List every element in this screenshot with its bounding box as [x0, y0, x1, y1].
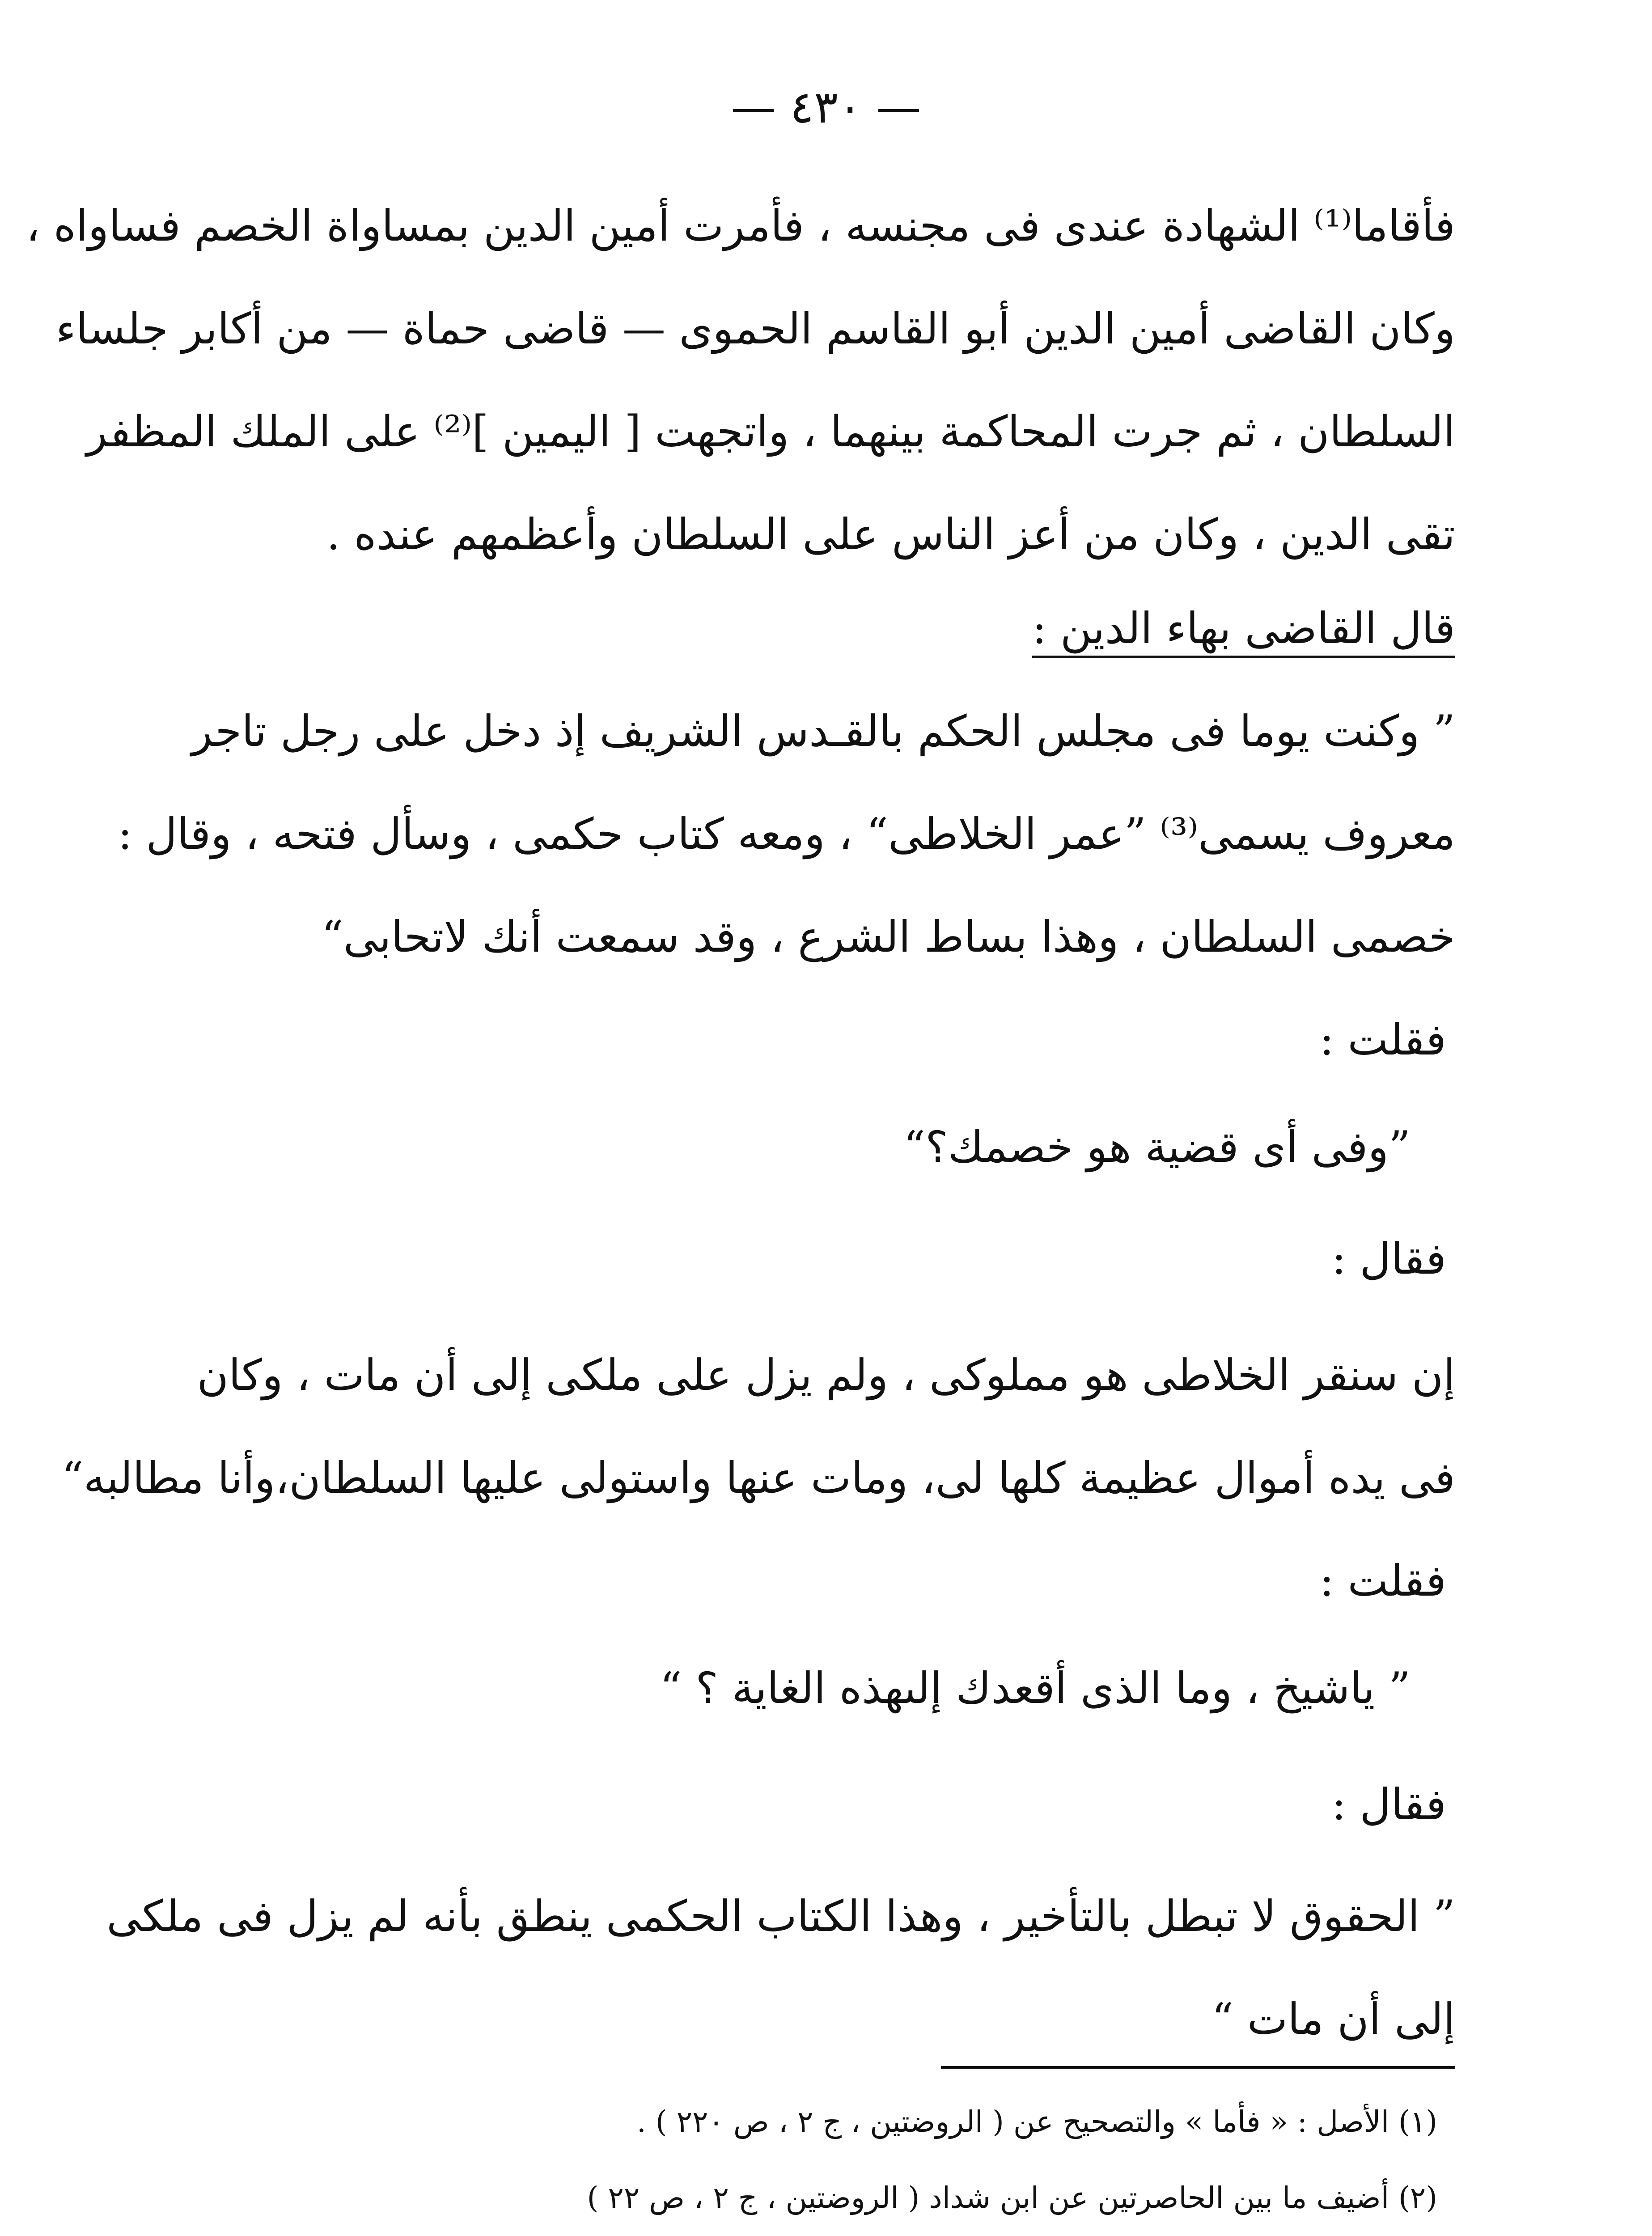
- speaker-line: [239, 1207, 1455, 1310]
- speaker-label: فقال :: [1331, 1234, 1446, 1284]
- text-line: إلى أن مات “: [1211, 1994, 1455, 2044]
- paragraph-2: [118, 680, 1455, 988]
- text-line: إن سنقر الخلاطى هو مملوكى ، ولم يزل على ملكى إلى أن مات ، وكان: [197, 1350, 1455, 1400]
- paragraph-1: [26, 174, 1455, 586]
- paragraph-3: [61, 1324, 1455, 1529]
- speaker-label: فقلت :: [1319, 1015, 1446, 1065]
- text-line: وكان القاضى أمين الدين أبو القاسم الحموى — قاضى حماة — من أكابر جلساء: [55, 304, 1455, 354]
- section-heading: قال القاضى بهاء الدين :: [1032, 603, 1455, 653]
- speaker-label: فقلت :: [1319, 1556, 1446, 1606]
- speaker-line: [239, 1529, 1455, 1632]
- paragraph-4: [106, 1865, 1455, 2071]
- footnote: (١) الأصل : « فأما » والتصحيح عن ( الروضتين ، ج ٢ ، ص ٢٢٠ ) .: [636, 2105, 1437, 2139]
- text-line: فأقاما⁽¹⁾ الشهادة عندى فى مجنسه ، فأمرت أمين الدين بمساواة الخصم فساواه ،: [26, 201, 1455, 251]
- text-line: السلطان ، ثم جرت المحاكمة بينهما ، واتجهت [ اليمين ]⁽²⁾ على الملك المظفر: [86, 407, 1455, 457]
- footnote-divider: [941, 2066, 1455, 2069]
- speaker-line: [239, 988, 1455, 1091]
- text-line: ” الحقوق لا تبطل بالتأخير ، وهذا الكتاب الحكمى ينطق بأنه لم يزل فى ملكى: [106, 1891, 1455, 1941]
- text-line: فى يده أموال عظيمة كلها لى، ومات عنها واستولى عليها السلطان،وأنا مطالبه“: [61, 1453, 1455, 1503]
- text-line: خصمى السلطان ، وهذا بساط الشرع ، وقد سمعت أنك لاتحابى“: [321, 912, 1455, 962]
- speaker-label: فقال :: [1331, 1779, 1446, 1829]
- footnote: (٢) أضيف ما بين الحاصرتين عن ابن شداد ( الروضتين ، ج ٢ ، ص ٢٢ ): [587, 2181, 1437, 2215]
- quote-block: [239, 1096, 1455, 1198]
- page-number: — ٤٣٠ —: [731, 81, 921, 133]
- text-line: ” وكنت يوما فى مجلس الحكم بالقـدس الشريف إذ دخل على رجل تاجر: [191, 706, 1455, 756]
- section-heading-block: [239, 577, 1455, 680]
- quote-block: [239, 1637, 1455, 1740]
- text-line: تقى الدين ، وكان من أعز الناس على السلطان وأعظمهم عنده .: [326, 509, 1455, 559]
- quote-text: ” ياشيخ ، وما الذى أقعدك إلىهذه الغاية ؟ “: [660, 1663, 1411, 1713]
- speaker-line: [239, 1753, 1455, 1856]
- quote-text: ”وفى أى قضية هو خصمك؟“: [903, 1122, 1411, 1172]
- footnotes: [230, 2084, 1437, 2236]
- text-line: معروف يسمى⁽³⁾ ”عمر الخلاطى“ ، ومعه كتاب حكمى ، وسأل فتحه ، وقال :: [118, 809, 1455, 859]
